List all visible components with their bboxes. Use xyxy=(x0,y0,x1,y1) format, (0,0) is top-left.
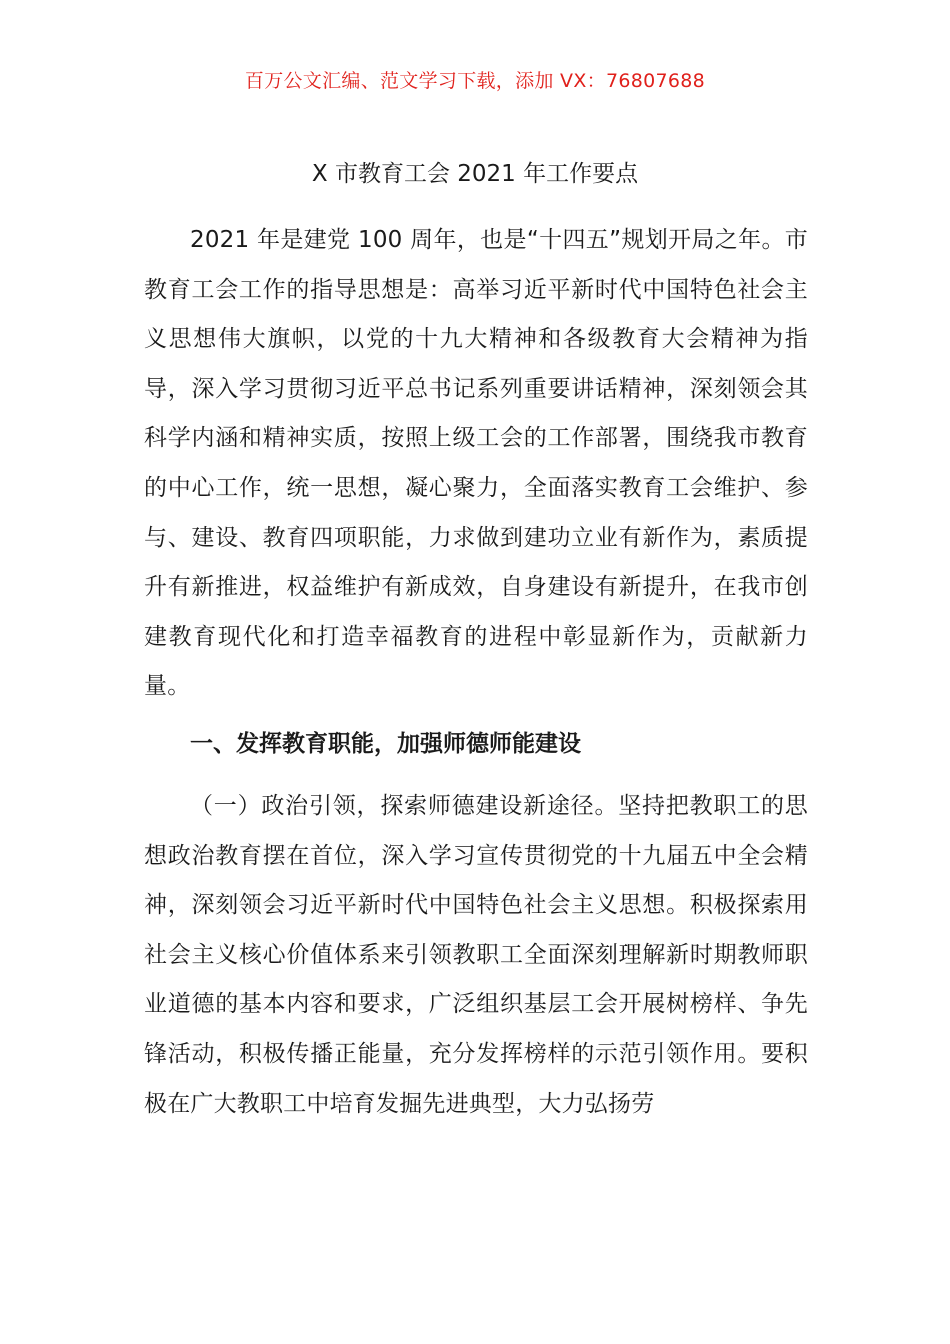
section-1-paragraph-1: （一）政治引领，探索师德建设新途径。坚持把教职工的思想政治教育摆在首位，深入学习宣传贯彻党的十九届五中全会精神，深刻领会习近平新时代中国特色社会主义思想。积极探索用社会主义核心价值体系来引领教职工全面深刻理解新时期教师职业道德的基本内容和要求，广泛组织基层工会开展树榜样、争先锋活动，积极传播正能量，充分发挥榜样的示范引领作用。要积极在广大教职工中培育发掘先进典型，大力弘扬劳 xyxy=(144,793,808,1117)
header-promo-note: 百万公文汇编、范文学习下载，添加 VX：76807688 xyxy=(244,70,706,92)
intro-paragraph: 2021 年是建党 100 周年，也是“十四五”规划开局之年。市教育工会工作的指导思想是：高举习近平新时代中国特色社会主义思想伟大旗帜，以党的十九大精神和各级教育大会精神为指导，深入学习贯彻习近平总书记系列重要讲话精神，深刻领会其科学内涵和精神实质，按照上级工会的工作部署，围绕我市教育的中心工作，统一思想，凝心聚力，全面落实教育工会维护、参与、建设、教育四项职能，力求做到建功立业有新作为，素质提升有新推进，权益维护有新成效，自身建设有新提升，在我市创建教育现代化和打造幸福教育的进程中彰显新作为，贡献新力量。 xyxy=(144,227,808,700)
document-title: X 市教育工会 2021 年工作要点 xyxy=(311,161,639,187)
section-heading-1: 一、发挥教育职能，加强师德师能建设 xyxy=(190,731,581,757)
